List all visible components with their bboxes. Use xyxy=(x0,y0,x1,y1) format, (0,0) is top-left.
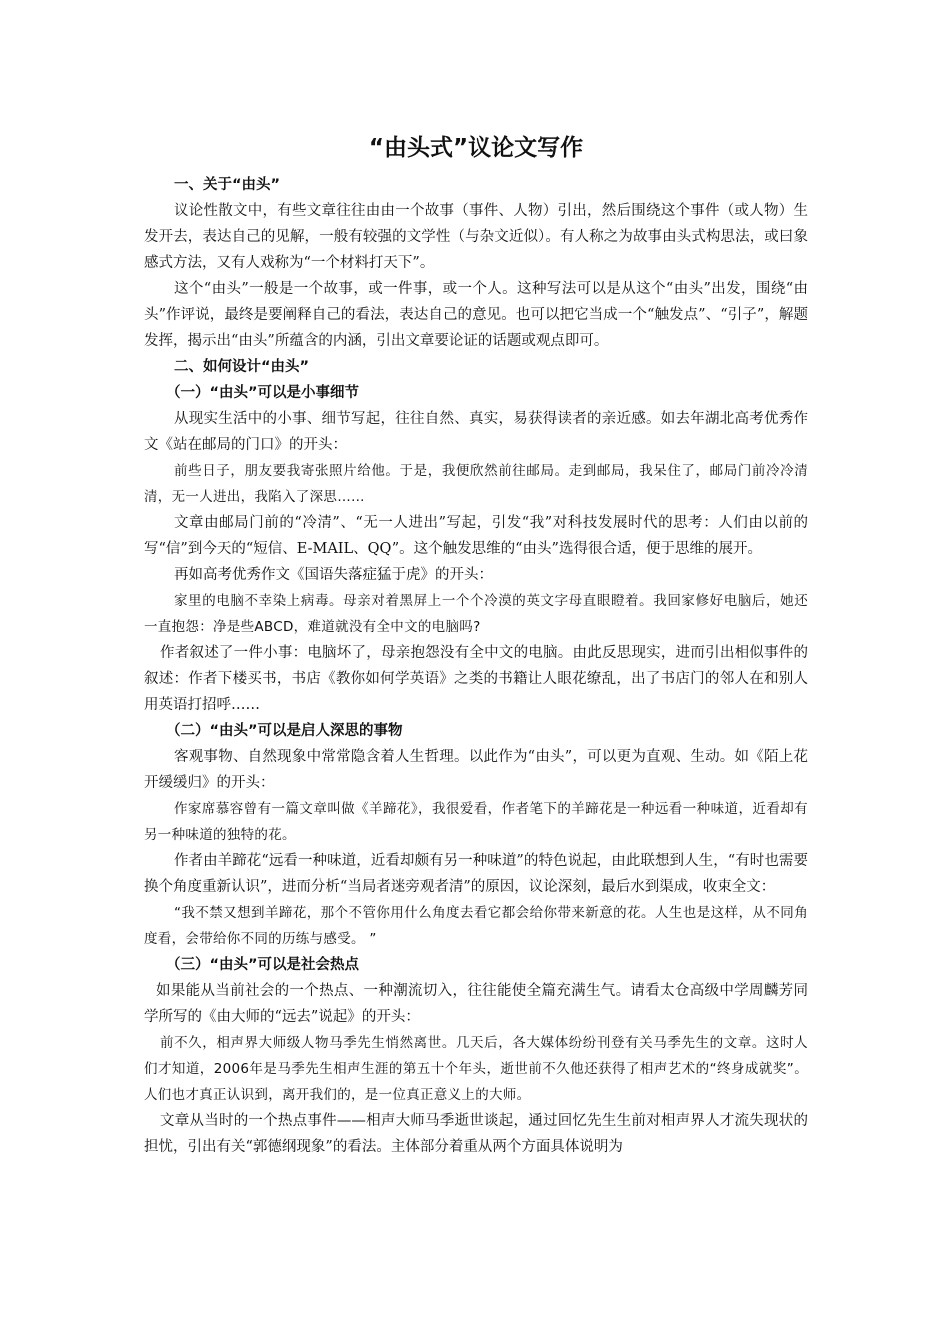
quote-paragraph: 前些日子，朋友要我寄张照片给他。于是，我便欣然前往邮局。走到邮局，我呆住了，邮局门前冷冷清清，无一人进出，我陷入了深思…… xyxy=(144,463,808,505)
document-page xyxy=(144,128,808,1160)
paragraph: 作者叙述了一件小事：电脑坏了，母亲抱怨没有全中文的电脑。由此反思现实，进而引出相似事件的叙述：作者下楼买书，书店《教你如何学英语》之类的书籍让人眼花缭乱，出了书店门的邻人在和别人用英语打招呼…… xyxy=(144,645,808,713)
subsection-heading: （一）“由头”可以是小事细节 xyxy=(166,385,360,401)
page-title: “由头式”议论文写作 xyxy=(368,135,584,161)
paragraph: 从现实生活中的小事、细节写起，往往自然、真实，易获得读者的亲近感。如去年湖北高考优秀作文《站在邮局的门口》的开头： xyxy=(144,411,808,453)
section-heading: 二、如何设计“由头” xyxy=(174,359,310,375)
section-heading: 一、关于“由头” xyxy=(174,177,281,193)
paragraph: 客观事物、自然现象中常常隐含着人生哲理。以此作为“由头”，可以更为直观、生动。如《陌上花开缓缓归》的开头： xyxy=(144,749,808,791)
subsection-heading: （二）“由头”可以是启人深思的事物 xyxy=(166,723,403,739)
paragraph: 文章从当时的一个热点事件——相声大师马季逝世谈起，通过回忆先生生前对相声界人才流失现状的担忧，引出有关“郭德纲现象”的看法。主体部分着重从两个方面具体说明为 xyxy=(144,1113,808,1155)
paragraph: 再如高考优秀作文《国语失落症猛于虎》的开头： xyxy=(174,567,493,583)
paragraph: 文章由邮局门前的“冷清”、“无一人进出”写起，引发“我”对科技发展时代的思考：人们由以前的写“信”到今天的“短信、E-MAIL、QQ”。这个触发思维的“由头”选得很合适，便于思维的展开。 xyxy=(144,515,808,557)
quote-paragraph: 作家席慕容曾有一篇文章叫做《羊蹄花》，我很爱看，作者笔下的羊蹄花是一种远看一种味道，近看却有另一种味道的独特的花。 xyxy=(144,801,808,843)
paragraph: 议论性散文中，有些文章往往由由一个故事（事件、人物）引出，然后围绕这个事件（或人物）生发开去，表达自己的见解，一般有较强的文学性（与杂文近似）。有人称之为故事由头式构思法，或曰象感式方法，又有人戏称为“一个材料打天下”。 xyxy=(144,203,808,271)
paragraph: 这个“由头”一般是一个故事，或一件事，或一个人。这种写法可以是从这个“由头”出发，围绕“由头”作评说，最终是要阐释自己的看法，表达自己的意见。也可以把它当成一个“触发点”、“引子”，解题发挥，揭示出“由头”所蕴含的内涵，引出文章要论证的话题或观点即可。 xyxy=(144,281,808,349)
subsection-heading: （三）“由头”可以是社会热点 xyxy=(166,957,360,973)
paragraph: 作者由羊蹄花“远看一种味道，近看却颇有另一种味道”的特色说起，由此联想到人生，“有时也需要换个角度重新认识”，进而分析“当局者迷旁观者清”的原因，议论深刻，最后水到渠成，收束全文： xyxy=(144,853,808,895)
quote-paragraph: “我不禁又想到羊蹄花，那个不管你用什么角度去看它都会给你带来新意的花。人生也是这样，从不同角度看，会带给你不同的历练与感受。 ” xyxy=(144,905,808,947)
paragraph: 如果能从当前社会的一个热点、一种潮流切入，往往能使全篇充满生气。请看太仓高级中学周麟芳同学所写的《由大师的“远去”说起》的开头： xyxy=(144,983,808,1025)
quote-paragraph: 家里的电脑不幸染上病毒。母亲对着黑屏上一个个冷漠的英文字母直眼瞪着。我回家修好电脑后，她还一直抱怨：净是些ABCD，难道就没有全中文的电脑吗? xyxy=(144,593,808,635)
quote-paragraph: 前不久，相声界大师级人物马季先生悄然离世。几天后，各大媒体纷纷刊登有关马季先生的文章。这时人们才知道，2006年是马季先生相声生涯的第五十个年头，逝世前不久他还获得了相声艺术的“终身成就奖”。人们也才真正认识到，离开我们的，是一位真正意义上的大师。 xyxy=(144,1035,808,1103)
